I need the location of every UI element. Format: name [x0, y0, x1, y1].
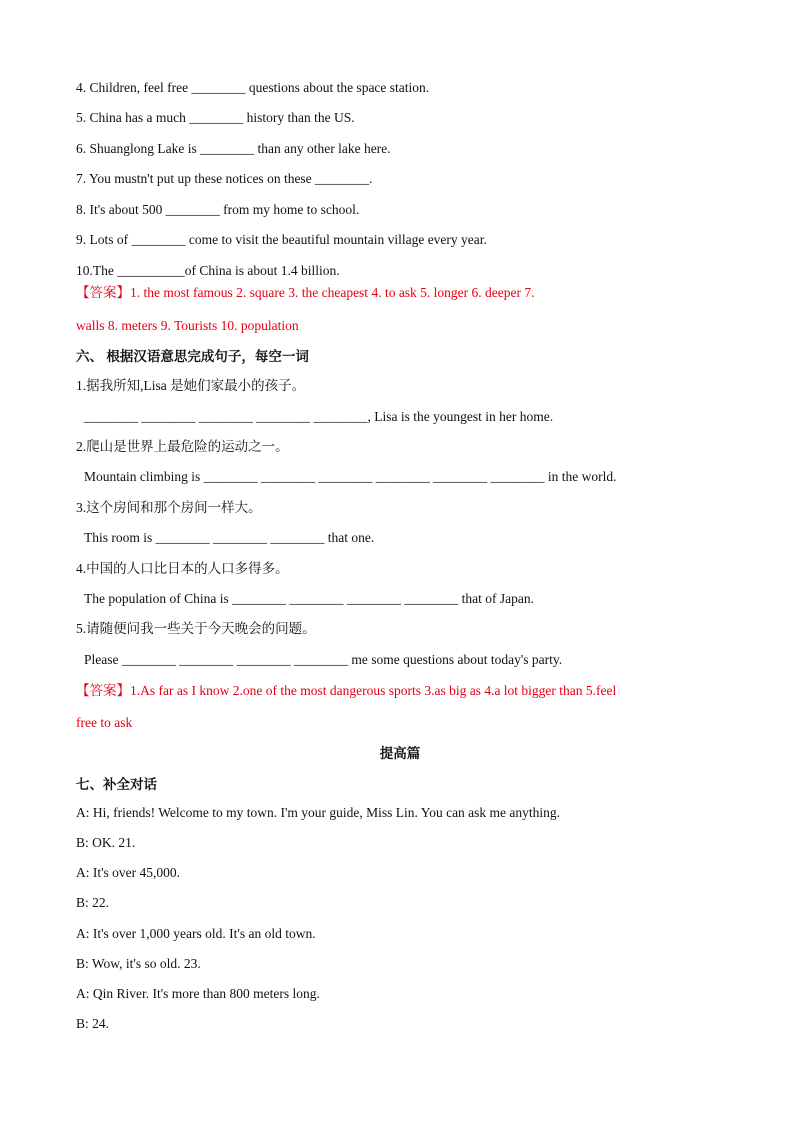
section6-heading: 六、 根据汉语意思完成句子，每空一词: [76, 349, 309, 364]
section6-q2-english: Mountain climbing is ________ ________ ________ ________ ________ ________ in the world.: [84, 469, 617, 484]
dialogue-line: A: It's over 45,000.: [76, 865, 181, 880]
section5-answer-line-2: walls 8. meters 9. Tourists 10. population: [76, 318, 299, 333]
section6-q5-chinese: 5.请随便问我一些关于今天晚会的问题。: [76, 621, 316, 636]
section6-q2-chinese: 2.爬山是世界上最危险的运动之一。: [76, 439, 289, 454]
question-10: 10.The __________of China is about 1.4 billion.: [76, 263, 340, 278]
dialogue-line: B: 24.: [76, 1016, 110, 1031]
question-8: 8. It's about 500 ________ from my home to school.: [76, 202, 360, 217]
section7-heading: 七、补全对话: [76, 777, 157, 792]
section6-answer-line-1: 【答案】1.As far as I know 2.one of the most dangerous sports 3.as big as 4.a lot bigger than 5.feel: [76, 683, 617, 698]
section6-q3-chinese: 3.这个房间和那个房间一样大。: [76, 500, 262, 515]
section6-answer-line-2: free to ask: [76, 715, 133, 730]
question-4: 4. Children, feel free ________ questions about the space station.: [76, 80, 430, 95]
section5-answer-line-1: 【答案】1. the most famous 2. square 3. the cheapest 4. to ask 5. longer 6. deeper 7.: [76, 285, 535, 300]
section6-q4-english: The population of China is ________ ________ ________ ________ that of Japan.: [84, 591, 534, 606]
section6-q1-english: ________ ________ ________ ________ ________, Lisa is the youngest in her home.: [84, 409, 554, 424]
question-5: 5. China has a much ________ history than the US.: [76, 110, 355, 125]
advanced-section-title: 提高篇: [379, 746, 421, 761]
question-6: 6. Shuanglong Lake is ________ than any other lake here.: [76, 141, 391, 156]
dialogue-line: B: Wow, it's so old. 23.: [76, 956, 201, 971]
section6-q4-chinese: 4.中国的人口比日本的人口多得多。: [76, 561, 289, 576]
section6-q5-english: Please ________ ________ ________ ________ me some questions about today's party.: [84, 652, 563, 667]
question-9: 9. Lots of ________ come to visit the beautiful mountain village every year.: [76, 232, 487, 247]
section6-q3-english: This room is ________ ________ ________ that one.: [84, 530, 375, 545]
dialogue-line: A: Hi, friends! Welcome to my town. I'm your guide, Miss Lin. You can ask me anything.: [76, 805, 561, 820]
dialogue-line: B: 22.: [76, 895, 110, 910]
dialogue-line: A: Qin River. It's more than 800 meters long.: [76, 986, 320, 1001]
question-7: 7. You mustn't put up these notices on these ________.: [76, 171, 373, 186]
section6-q1-chinese: 1.据我所知,Lisa 是她们家最小的孩子。: [76, 378, 306, 393]
dialogue-line: B: OK. 21.: [76, 835, 136, 850]
dialogue-line: A: It's over 1,000 years old. It's an old town.: [76, 926, 316, 941]
